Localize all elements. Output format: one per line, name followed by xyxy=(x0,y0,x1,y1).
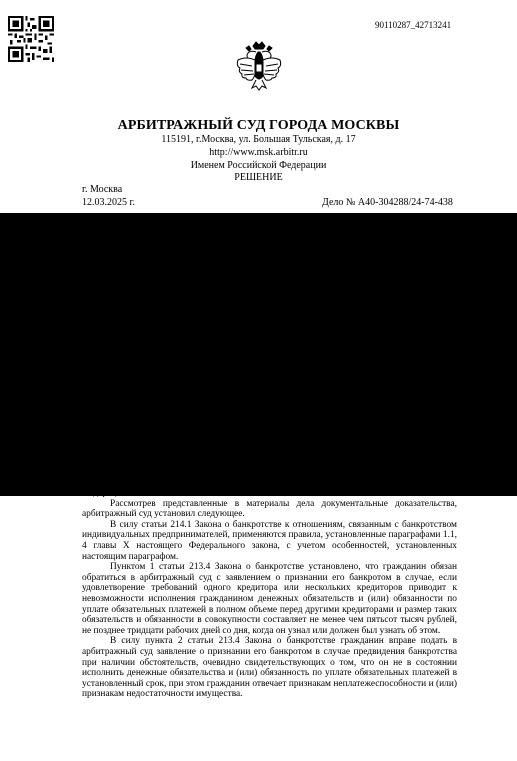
case-number: Дело № А40-304288/24-74-438 xyxy=(322,197,453,208)
coat-of-arms-icon xyxy=(234,40,284,92)
body-paragraph: Федерации. xyxy=(82,488,129,498)
decision-date: 12.03.2025 г. xyxy=(82,197,135,208)
city: г. Москва xyxy=(82,184,123,195)
court-name: АРБИТРАЖНЫЙ СУД ГОРОДА МОСКВЫ xyxy=(117,118,400,133)
court-website-link[interactable]: http://www.msk.arbitr.ru xyxy=(209,147,308,158)
body-paragraph: Пунктом 1 статьи 213.4 Закона о банкротстве установлено, что гражданин обязан обратиться в арбитражный суд с заявлением о признании его банкротом в случае, если удовлетворение требований одного кредитора или нескольких кредиторов приводит к невозможности исполнения гражданином денежных обязательств и (или) обязанности по уплате обязательных платежей в полном объеме перед другими кредиторами и размер таких обязательств и обязанности в совокупности составляет не менее чем пятьсот тысяч рублей, не позднее тридцати рабочих дней со дня, когда он узнал или должен был узнать об этом. xyxy=(82,562,457,636)
body-paragraph: В силу пункта 2 статьи 213.4 Закона о банкротстве гражданин вправе подать в арбитражный суд заявление о признании его банкротом в случае предвидения банкротства при наличии обстоятельств, очевидно свидетельствующих о том, что он не в состоянии исполнить денежные обязательства и (или) обязанность по уплате обязательных платежей в установленный срок, при этом гражданин отвечает признакам неплатежеспособности и (или) признакам недостаточности имущества. xyxy=(82,636,457,700)
in-the-name-line: Именем Российской Федерации xyxy=(190,160,327,171)
redaction-block xyxy=(0,213,517,496)
body-paragraph: Рассмотрев представленные в материалы дела документальные доказательства, арбитражный суд установил следующее. xyxy=(82,498,457,520)
qr-code xyxy=(8,16,54,62)
document-type-title: РЕШЕНИЕ xyxy=(234,172,283,183)
court-address: 115191, г.Москва, ул. Большая Тульская, д. 17 xyxy=(161,134,356,145)
document-body xyxy=(82,488,457,700)
body-paragraph: В силу статьи 214.1 Закона о банкротстве к отношениям, связанным с банкротством индивидуальных предпринимателей, применяются правила, установленные параграфами 1.1, 4 главы X настоящего Федерального закона, с учетом особенностей, установленных настоящим параграфом. xyxy=(82,519,457,562)
document-id: 90110287_42713241 xyxy=(375,20,452,30)
